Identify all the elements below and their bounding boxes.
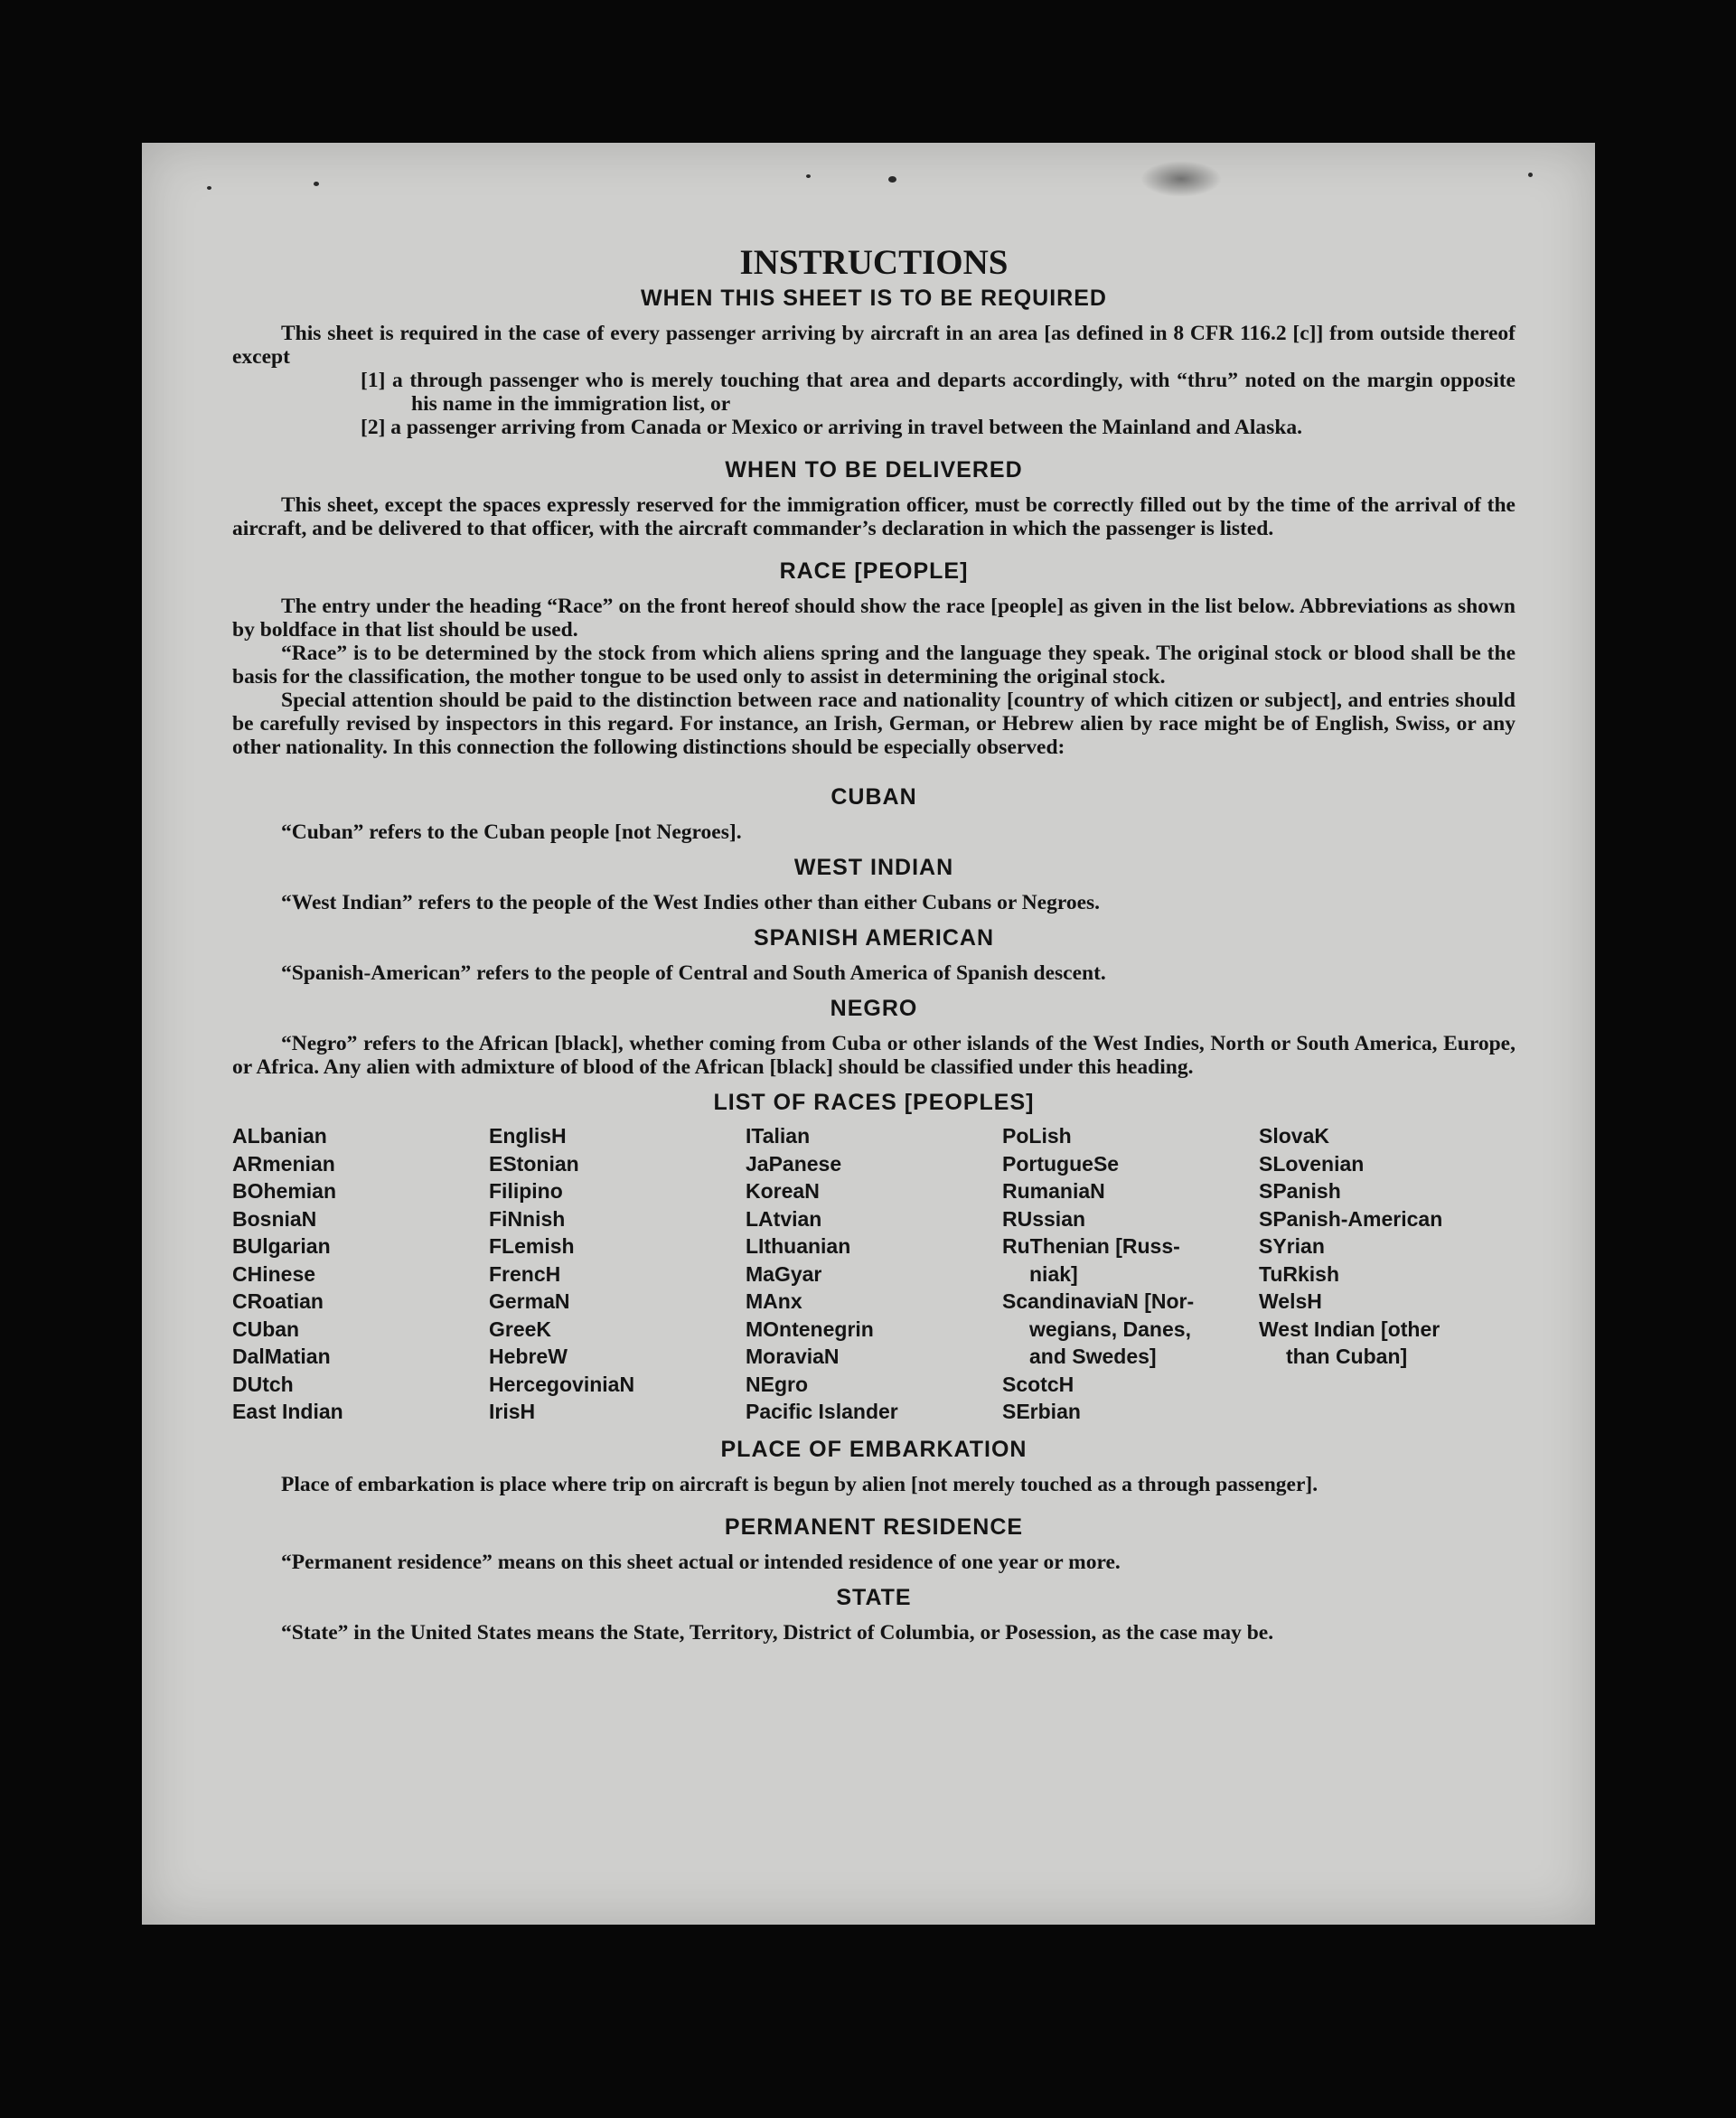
- race-entry: HebreW: [489, 1345, 568, 1368]
- negro-text: “Negro” refers to the African [black], whether coming from Cuba or other islands of the West Indies, North or South America, Europe, or Africa. Any alien with admixture of blood of the African [black] should be classified under this heading.: [232, 1032, 1515, 1079]
- race-entry: RUssian: [1002, 1206, 1086, 1231]
- race-entry: HercegoviniaN: [489, 1372, 635, 1396]
- race-entry: RumaniaN: [1002, 1179, 1105, 1203]
- race-entry: LAtvian: [746, 1206, 822, 1231]
- race-entry: Filipino: [489, 1179, 563, 1203]
- race-entry: West Indian [other: [1259, 1317, 1440, 1341]
- race-entry: WelsH: [1259, 1289, 1322, 1313]
- embarkation-text: Place of embarkation is place where trip on aircraft is begun by alien [not merely touched as a through passenger].: [281, 1472, 1318, 1496]
- heading-negro: NEGRO: [830, 996, 918, 1021]
- race-entry: RuThenian [Russ-: [1002, 1234, 1180, 1258]
- race-entry: TuRkish: [1259, 1261, 1340, 1286]
- race-entry: EStonian: [489, 1151, 579, 1176]
- race-entry: ARmenian: [232, 1151, 335, 1176]
- race-entry: BOhemian: [232, 1179, 337, 1203]
- race-entry: FrencH: [489, 1261, 561, 1286]
- race-entry: SYrian: [1259, 1234, 1325, 1258]
- race-entry: PoLish: [1002, 1124, 1072, 1148]
- heading-cuban: CUBAN: [830, 784, 917, 810]
- race-entry: MOntenegrin: [746, 1317, 874, 1341]
- heading-west-indian: WEST INDIAN: [793, 855, 954, 880]
- races-column-1: [232, 1122, 489, 1426]
- race-entry: KoreaN: [746, 1179, 820, 1203]
- race-paragraph-1: The entry under the heading “Race” on the front hereof should show the race [people] as given in the list below. Abbreviations as shown by boldface in that list should be used.: [232, 595, 1515, 642]
- west-indian-text: “West Indian” refers to the people of the West Indies other than either Cubans or Negroes.: [281, 891, 1101, 914]
- race-entry: PortugueSe: [1002, 1151, 1120, 1176]
- races-column-3: [746, 1122, 1002, 1426]
- race-entry: ITalian: [746, 1124, 811, 1148]
- race-entry: LIthuanian: [746, 1234, 851, 1258]
- ink-speck: [806, 174, 811, 178]
- spanish-american-text: “Spanish-American” refers to the people of Central and South America of Spanish descent.: [281, 961, 1106, 985]
- race-entry: SErbian: [1002, 1400, 1081, 1423]
- heading-state: STATE: [836, 1584, 912, 1610]
- race-entry: NEgro: [746, 1372, 808, 1396]
- ink-speck: [1528, 173, 1533, 177]
- state-text: “State” in the United States means the State, Territory, District of Columbia, or Posession, as the case may be.: [281, 1620, 1274, 1645]
- ink-smudge: [1140, 161, 1222, 197]
- race-entry: BosniaN: [232, 1206, 317, 1231]
- race-entry: FiNnish: [489, 1206, 566, 1231]
- race-entry: ScotcH: [1002, 1372, 1074, 1396]
- race-entry: MaGyar: [746, 1261, 822, 1286]
- races-column-5: [1259, 1122, 1515, 1426]
- race-entry: wegians, Danes,: [1029, 1317, 1191, 1341]
- races-column-2: [489, 1122, 746, 1426]
- race-entry: ALbanian: [232, 1124, 327, 1148]
- race-entry: East Indian: [232, 1400, 343, 1423]
- race-entry: niak]: [1029, 1261, 1078, 1286]
- heading-place-of-embarkation: PLACE OF EMBARKATION: [720, 1436, 1028, 1462]
- heading-when-required: WHEN THIS SHEET IS TO BE REQUIRED: [641, 286, 1107, 311]
- page-title: INSTRUCTIONS: [739, 243, 1009, 282]
- residence-text: “Permanent residence” means on this sheet actual or intended residence of one year or more.: [281, 1550, 1121, 1574]
- race-entry: JaPanese: [746, 1151, 842, 1176]
- race-entry: SPanish-American: [1259, 1206, 1443, 1231]
- race-entry: EnglisH: [489, 1124, 567, 1148]
- instructions-content: [232, 242, 1515, 1645]
- race-entry: SlovaK: [1259, 1124, 1329, 1148]
- required-intro: This sheet is required in the case of every passenger arriving by aircraft in an area [as defined in 8 CFR 116.2 [c]] from outside thereof except: [232, 322, 1515, 369]
- race-entry: GermaN: [489, 1289, 570, 1313]
- race-paragraph-2: “Race” is to be determined by the stock from which aliens spring and the language they speak. The original stock or blood shall be the basis for the classification, the mother tongue to be used only to assist in determining the original stock.: [232, 642, 1515, 689]
- race-entry: than Cuban]: [1286, 1345, 1408, 1368]
- delivered-text: This sheet, except the spaces expressly reserved for the immigration officer, must be correctly filled out by the time of the arrival of the aircraft, and be delivered to that officer, with the aircraft commander’s declaration in which the passenger is listed.: [232, 493, 1515, 540]
- document-sheet: [142, 143, 1595, 1925]
- heading-spanish-american: SPANISH AMERICAN: [753, 925, 994, 951]
- heading-list-of-races: LIST OF RACES [PEOPLES]: [713, 1090, 1035, 1115]
- race-entry: DalMatian: [232, 1345, 331, 1368]
- races-column-4: [1002, 1122, 1259, 1426]
- heading-race: RACE [PEOPLE]: [779, 558, 969, 584]
- race-entry: ScandinaviaN [Nor-: [1002, 1289, 1195, 1313]
- cuban-text: “Cuban” refers to the Cuban people [not Negroes].: [281, 820, 742, 844]
- heading-when-delivered: WHEN TO BE DELIVERED: [725, 457, 1023, 483]
- ink-speck: [314, 182, 319, 186]
- race-paragraph-3: Special attention should be paid to the distinction between race and nationality [country of which citizen or subject], and entries should be carefully revised by inspectors in this regard. For instance, an Irish, German, or Hebrew alien by race might be of English, Swiss, or any other nationality. In this connection the following distinctions should be especially observed:: [232, 689, 1515, 759]
- race-entry: IrisH: [489, 1400, 536, 1423]
- race-entry: CUban: [232, 1317, 300, 1341]
- ink-speck: [888, 176, 896, 183]
- race-entry: CRoatian: [232, 1289, 324, 1313]
- heading-permanent-residence: PERMANENT RESIDENCE: [724, 1514, 1024, 1540]
- ink-speck: [207, 186, 211, 190]
- race-entry: BUlgarian: [232, 1234, 331, 1258]
- race-entry: and Swedes]: [1029, 1345, 1157, 1368]
- race-entry: MAnx: [746, 1289, 802, 1313]
- race-entry: FLemish: [489, 1234, 575, 1258]
- required-item-1: [1] a through passenger who is merely touching that area and departs accordingly, with “thru” noted on the margin opposite his name in the immigration list, or: [361, 369, 1515, 416]
- race-entry: Pacific Islander: [746, 1400, 898, 1423]
- race-entry: SPanish: [1259, 1179, 1341, 1203]
- races-list: [232, 1122, 1515, 1426]
- required-item-2: [2] a passenger arriving from Canada or Mexico or arriving in travel between the Mainland and Alaska.: [361, 416, 1303, 439]
- race-entry: MoraviaN: [746, 1345, 840, 1368]
- race-entry: DUtch: [232, 1372, 294, 1396]
- race-entry: SLovenian: [1259, 1151, 1365, 1176]
- race-entry: GreeK: [489, 1317, 552, 1341]
- race-entry: CHinese: [232, 1261, 316, 1286]
